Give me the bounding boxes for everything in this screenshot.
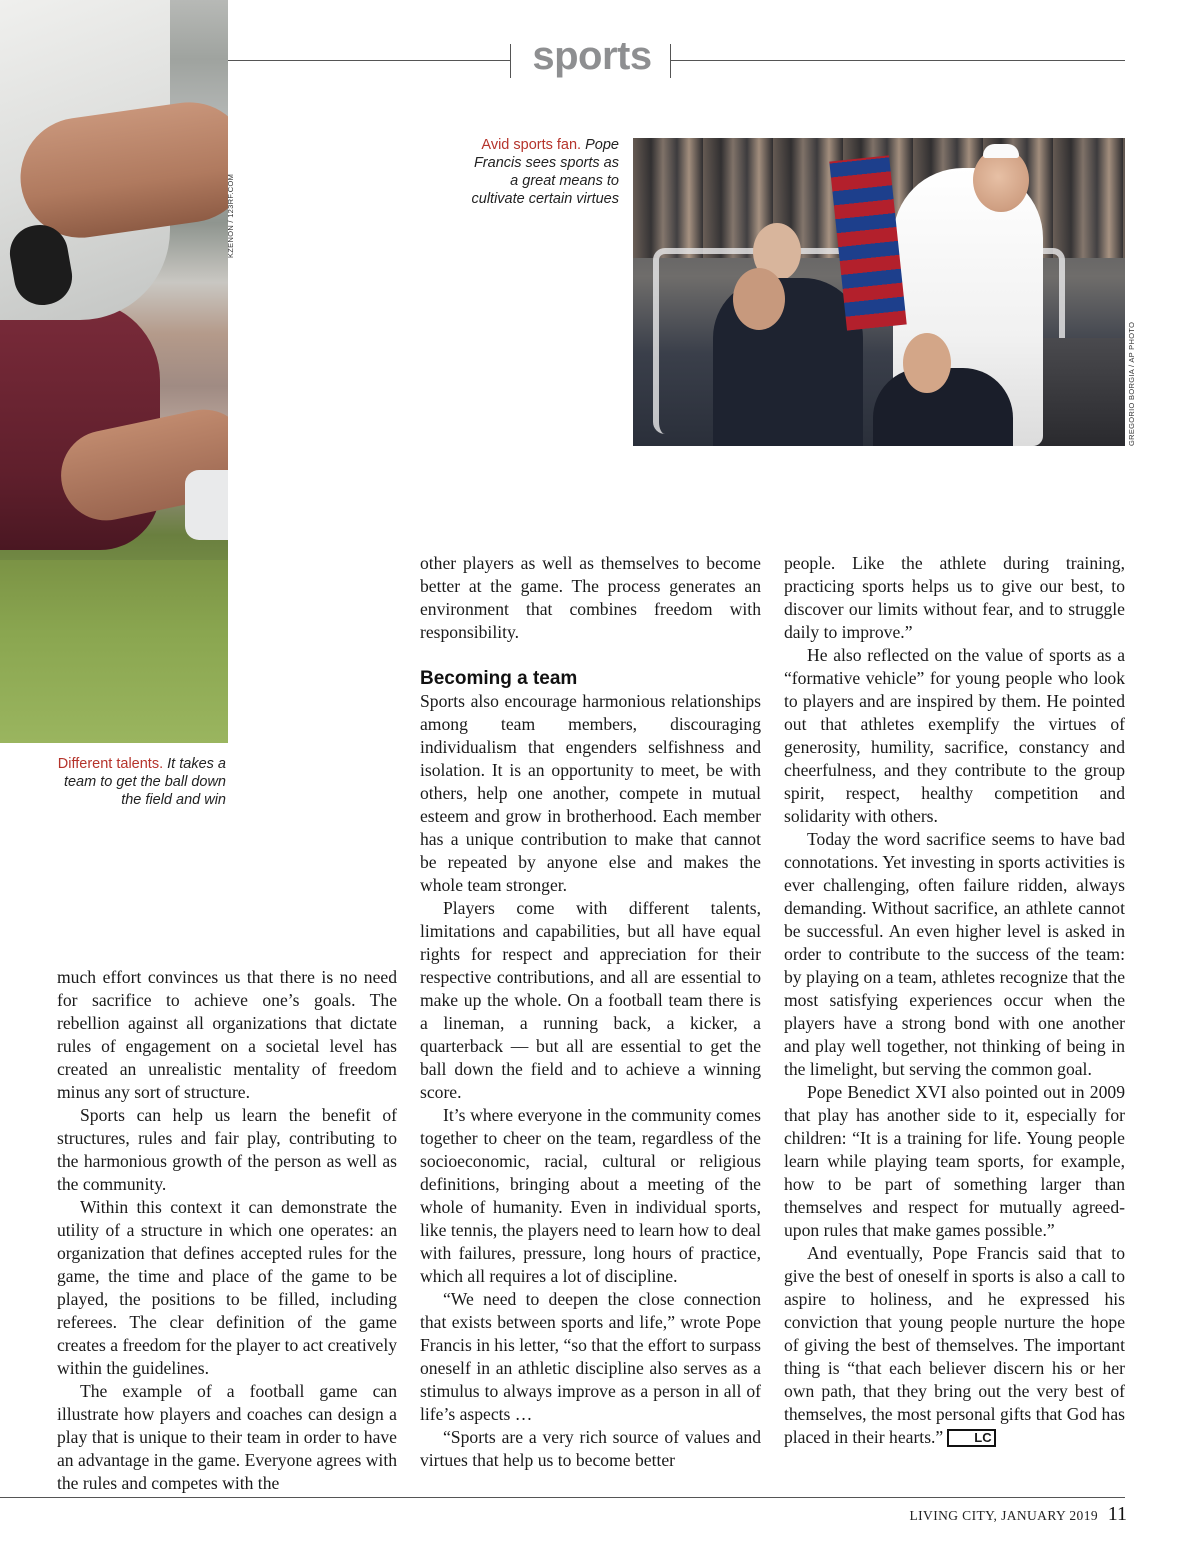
section-title: sports bbox=[532, 34, 652, 78]
paragraph: Sports can help us learn the benefit of structures, rules and fair play, contributing to the harmonious growth of the person as well as the community. bbox=[57, 1105, 397, 1194]
header-rule-right bbox=[671, 60, 1125, 61]
paragraph: “We need to deepen the close connection that exists between sports and life,” wrote Pope Francis in his letter, “so that the effort to surpass oneself in an athletic discipline also serves as a stimulus to always improve as a person in all of life’s aspects … bbox=[420, 1289, 761, 1424]
paragraph: Pope Benedict XVI also pointed out in 2009 that play has another side to it, especially for children: “It is a training for life. Young people learn while playing team sports, for example, how to be part of something larger than themselves and respect for mutually agreed-upon rules that make games possible.” bbox=[784, 1082, 1125, 1240]
pope-photo-caption bbox=[470, 136, 619, 208]
paragraph-text: And eventually, Pope Francis said that to give the best of oneself in sports is also a call to aspire to holiness, and he expressed his conviction that young people nurture the hope of giving the best of themselves. The important thing is “that each believer discern his or her own path, that they bring out the very best of themselves, the most personal gifts that God has placed in their hearts.” bbox=[784, 1243, 1125, 1447]
article-column-1 bbox=[57, 966, 397, 1495]
header-rule-left bbox=[228, 60, 510, 61]
page-number: 11 bbox=[1107, 1503, 1127, 1525]
paragraph: Players come with different talents, limitations and capabilities, but all have equal rights for respect and appreciation for their respective contributions, and all are essential to make up the whole. On a football team there is a lineman, a running back, a kicker, a quarterback — but all are essential to get the ball down the field and to achieve a winning score. bbox=[420, 898, 761, 1102]
left-photo-credit: KZENON / 123RF.COM bbox=[226, 173, 235, 258]
header-tick-left bbox=[510, 44, 511, 78]
last-paragraph bbox=[784, 1242, 1125, 1449]
paragraph: He also reflected on the value of sports as a “formative vehicle” for young people who look to players and are inspired by them. He pointed out that athletes exemplify the virtues of generosity, humility, sacrifice, constancy and cheerfulness, and they contribute to the group spirit, respect, healthy competition and solidarity with others. bbox=[784, 645, 1125, 826]
paragraph: people. Like the athlete during training, practicing sports helps us to give our best, to discover our limits without fear, and to struggle daily to improve.” bbox=[784, 553, 1125, 642]
paragraph: Today the word sacrifice seems to have bad connotations. Yet investing in sports activities is ever challenging, often failure ridden, always demanding. Without sacrifice, an athlete cannot be successful. An even higher level is asked in order to contribute to the success of the team: by playing on a team, athletes recognize that the most satisfying experiences occur when the players have a strong bond with one another and play well together, not thinking of being in the limelight, but serving the common goal. bbox=[784, 829, 1125, 1079]
caption-lead: Different talents. bbox=[57, 756, 164, 772]
end-mark-logo: LC bbox=[947, 1429, 995, 1447]
caption-text: It takes a team to get the ball down the field and win bbox=[63, 756, 226, 808]
football-photo bbox=[0, 0, 228, 743]
subheading: Becoming a team bbox=[420, 668, 578, 689]
paragraph: “Sports are a very rich source of values and virtues that help us to become better bbox=[420, 1427, 761, 1470]
pope-francis-photo bbox=[633, 138, 1125, 446]
paragraph: It’s where everyone in the community comes together to cheer on the team, regardless of the socioeconomic, racial, cultural or religious definitions, bringing about a meeting of the whole of humanity. Even in individual sports, like tennis, the players need to learn how to deal with failures, pressure, long hours of practice, which all requires a lot of discipline. bbox=[420, 1105, 761, 1286]
caption-text: Pope Francis sees sports as a great means to cultivate certain virtues bbox=[471, 137, 619, 207]
football-photo-caption bbox=[40, 755, 226, 809]
paragraph: Within this context it can demonstrate the utility of a structure in which one operates: an organization that defines accepted rules for the game, the time and place of the game to be played, the positions to be filled, including referees. The clear definition of the game creates a freedom for the player to act creatively within the guidelines. bbox=[57, 1197, 397, 1378]
paragraph: other players as well as themselves to become better at the game. The process generates an environment that combines freedom with responsibility. bbox=[420, 553, 761, 642]
paragraph: much effort convinces us that there is no need for sacrifice to achieve one’s goals. The rebellion against all organizations that dictate rules of engagement on a societal level has created an unrealistic mentality of freedom minus any sort of structure. bbox=[57, 967, 397, 1102]
paragraph: The example of a football game can illustrate how players and coaches can design a play that is unique to their team in order to have an advantage in the game. Everyone agrees with the rules and competes with the bbox=[57, 1381, 398, 1493]
pope-photo-credit: GREGORIO BORGIA / AP PHOTO bbox=[1127, 321, 1136, 446]
header-tick-right bbox=[670, 44, 671, 78]
paragraph: Sports also encourage harmonious relationships among team members, discouraging individualism that engenders selfishness and isolation. It is an opportunity to meet, be with others, help one another, compete in mutual esteem and grow in brotherhood. Each member has a unique contribution to make that cannot be repeated by anyone else and makes the whole team stronger. bbox=[420, 691, 761, 895]
article-column-2 bbox=[420, 552, 761, 1472]
caption-lead: Avid sports fan. bbox=[481, 137, 582, 153]
footer-publication: LIVING CITY, JANUARY 2019 bbox=[909, 1508, 1098, 1523]
footer-rule bbox=[0, 1497, 1125, 1498]
article-column-3 bbox=[784, 552, 1125, 1449]
